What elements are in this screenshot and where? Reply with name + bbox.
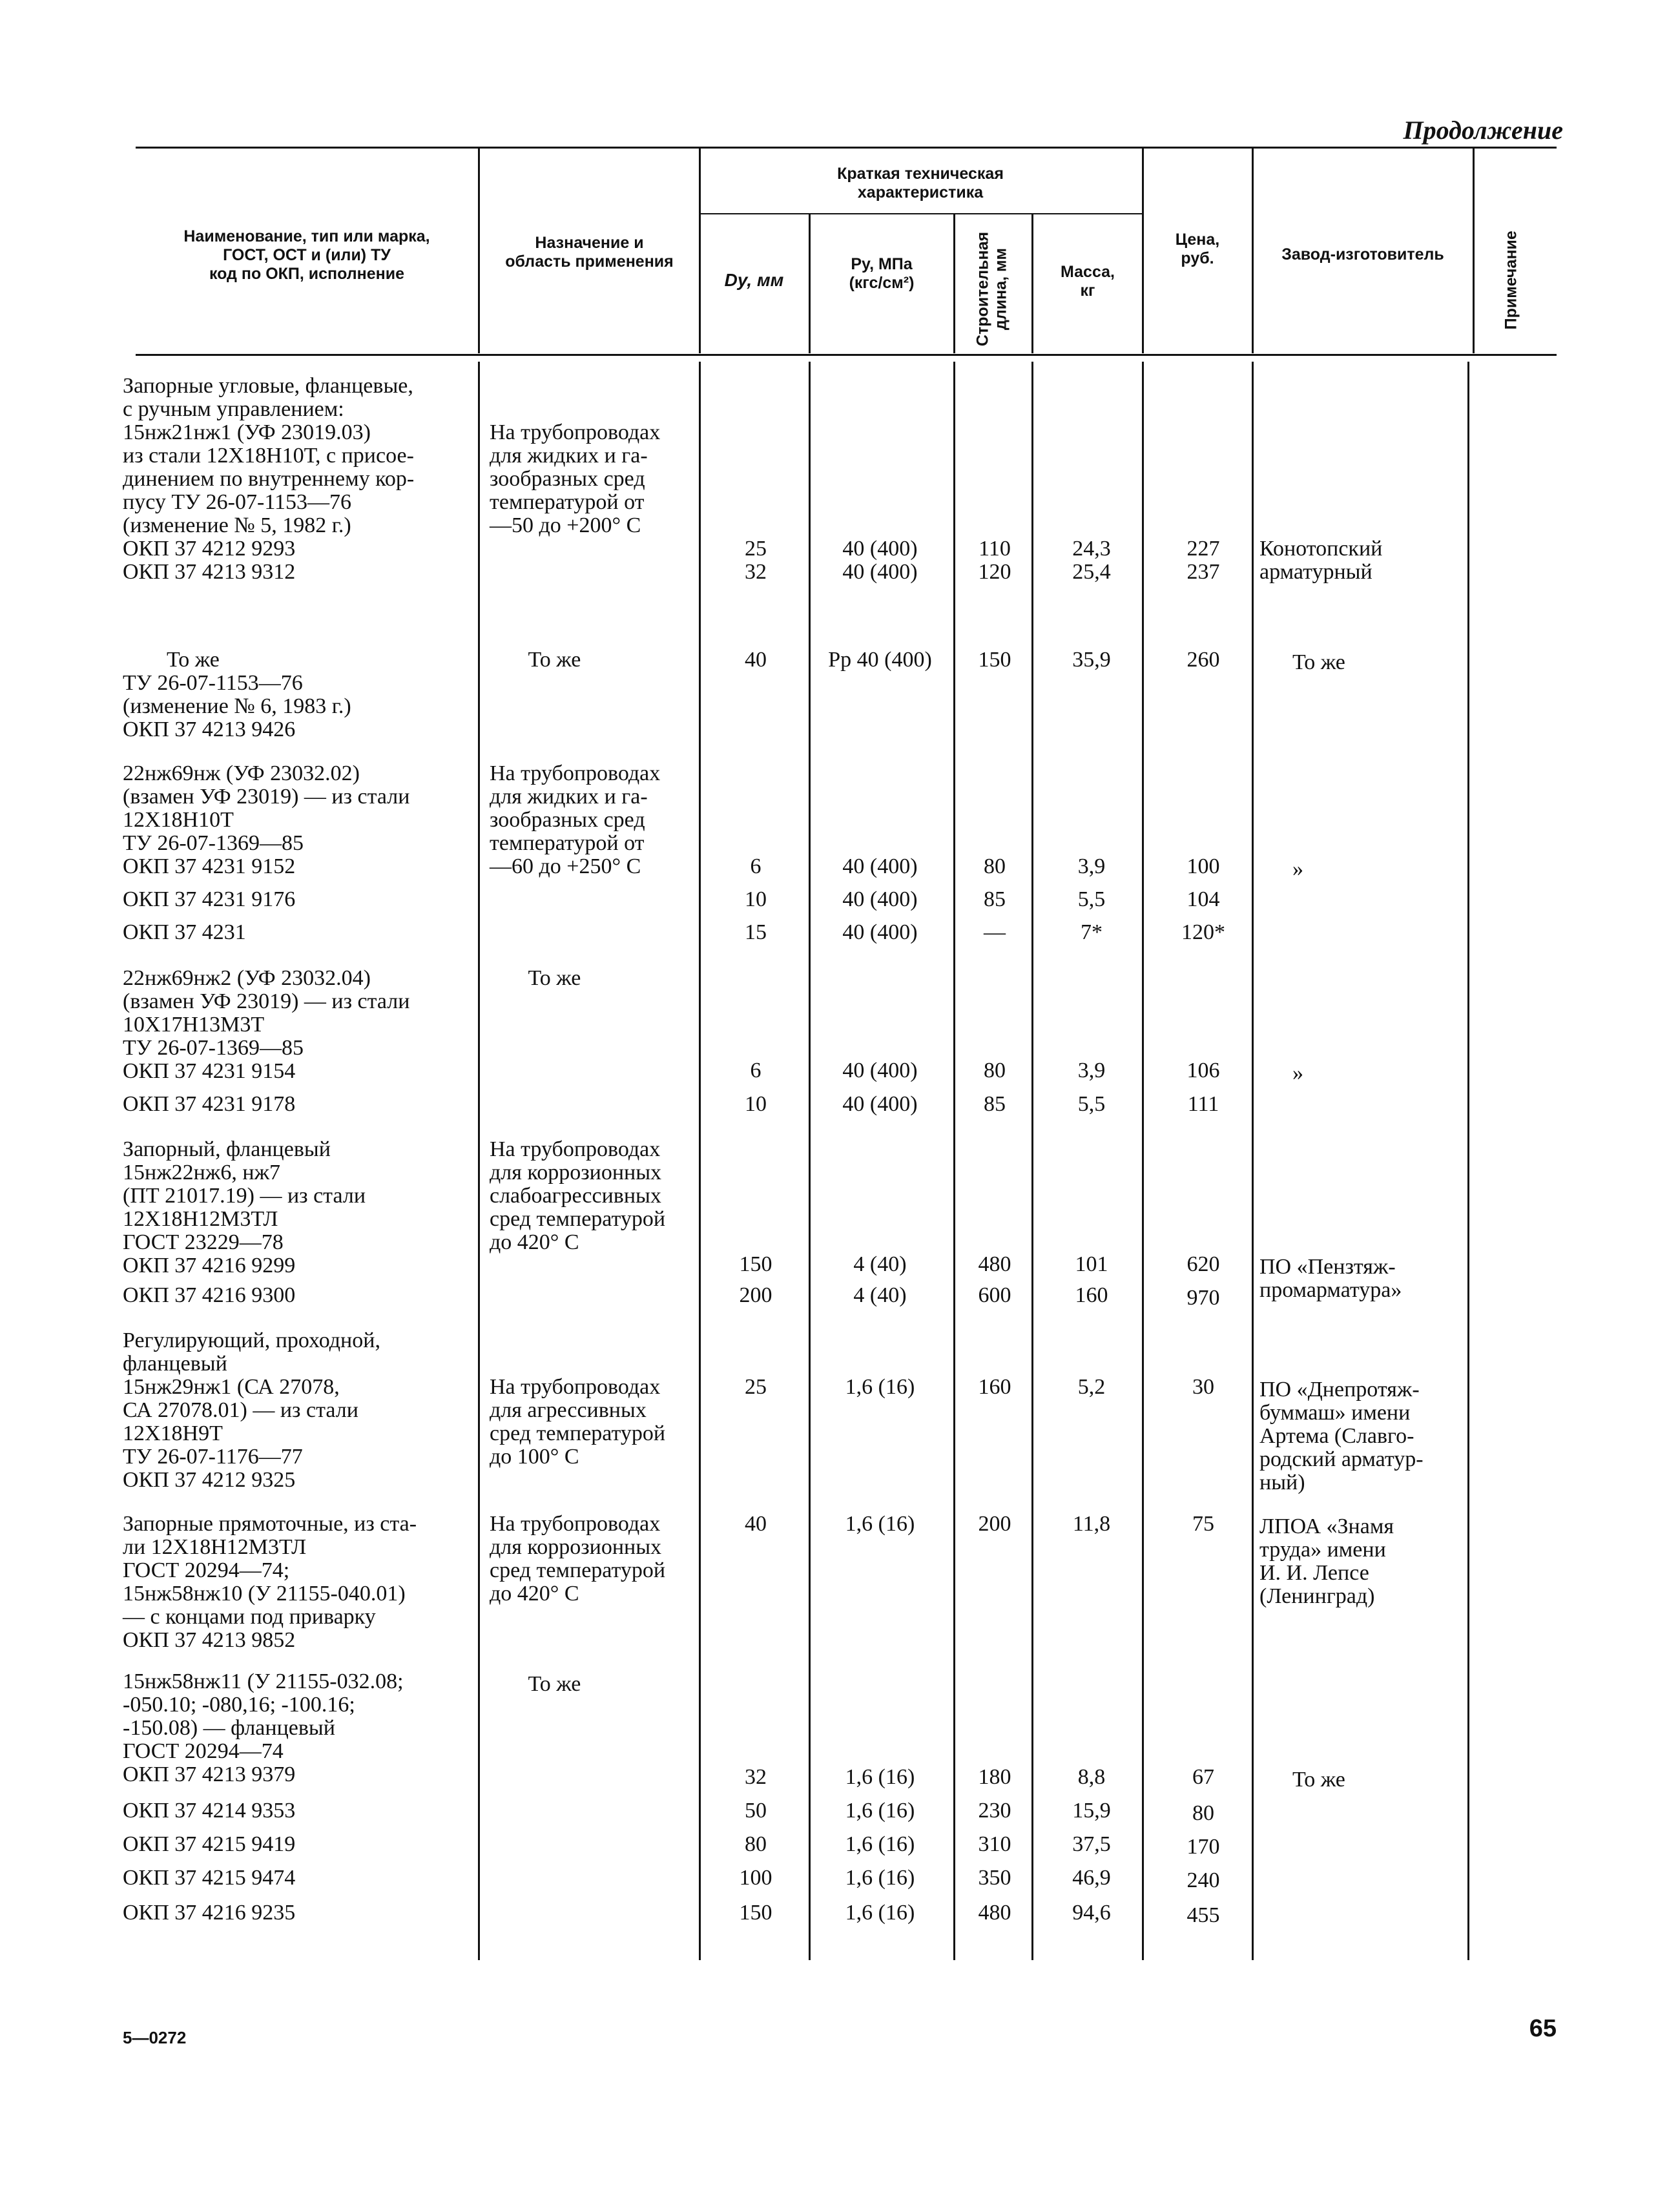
row-name: То же ТУ 26-07-1153—76 (изменение № 6, 1983 г.) ОКП 37 4213 9426 bbox=[123, 648, 351, 741]
row-pu: 40 (400) bbox=[842, 887, 918, 911]
row-du: 200 bbox=[739, 1283, 772, 1307]
row-mass: 7* bbox=[1081, 920, 1103, 944]
header-du: Dy, мм bbox=[724, 270, 784, 290]
row-length: 85 bbox=[984, 1092, 1006, 1116]
row-price: 100 bbox=[1186, 854, 1220, 878]
row-name: Регулирующий, проходной, фланцевый 15нж29нж1 (СА 27078, СА 27078.01) — из стали 12Х18Н9Т ТУ 26-07-1176—77 ОКП 37 4212 9325 bbox=[123, 1328, 380, 1492]
row-price: 620 bbox=[1186, 1252, 1220, 1276]
row-du: 6 bbox=[750, 854, 761, 878]
row-pu: 4 (40) bbox=[853, 1283, 907, 1307]
row-name: ОКП 37 4231 9176 bbox=[123, 887, 296, 911]
row-pu: 4 (40) bbox=[853, 1252, 907, 1276]
row-mass: 3,9 bbox=[1077, 1059, 1106, 1082]
row-purpose: На трубопроводах для коррозионных сред температурой до 420° С bbox=[490, 1512, 666, 1606]
column-divider bbox=[809, 362, 811, 1960]
row-du: 40 bbox=[745, 1512, 767, 1536]
continuation-label: Продолжение bbox=[1403, 116, 1563, 145]
row-mass: 11,8 bbox=[1072, 1512, 1111, 1536]
row-length: 200 bbox=[978, 1512, 1011, 1536]
row-price: 455 bbox=[1186, 1903, 1220, 1927]
row-plant: То же bbox=[1259, 1768, 1345, 1792]
column-divider bbox=[1031, 362, 1033, 1960]
row-name: 22нж69нж2 (УФ 23032.04) (взамен УФ 23019) — из стали 10Х17Н13М3Т ТУ 26-07-1369—85 ОКП 37 4231 9154 bbox=[123, 966, 410, 1083]
row-price: 104 bbox=[1186, 887, 1220, 911]
row-length: 480 bbox=[978, 1252, 1011, 1276]
header-divider bbox=[1473, 147, 1475, 353]
row-length: 600 bbox=[978, 1283, 1011, 1307]
row-du: 15 bbox=[745, 920, 767, 944]
row-pu: 1,6 (16) bbox=[845, 1512, 915, 1536]
row-pu: 1,6 (16) bbox=[845, 1799, 915, 1823]
row-plant: ПО «Днепротяж- буммаш» имени Артема (Славго- родский арматур- ный) bbox=[1259, 1378, 1424, 1494]
row-mass: 3,9 bbox=[1077, 854, 1106, 878]
row-mass: 24,3 25,4 bbox=[1072, 537, 1111, 584]
row-plant: » bbox=[1259, 1061, 1303, 1085]
row-pu: 40 (400) bbox=[842, 854, 918, 878]
row-purpose: То же bbox=[490, 648, 581, 672]
column-divider bbox=[478, 362, 480, 1960]
row-du: 6 bbox=[750, 1059, 761, 1082]
row-du: 80 bbox=[745, 1832, 767, 1856]
header-price: Цена, руб. bbox=[1175, 231, 1220, 267]
row-mass: 5,5 bbox=[1077, 887, 1106, 911]
print-code: 5—0272 bbox=[123, 2028, 187, 2047]
row-du: 10 bbox=[745, 1092, 767, 1116]
row-name: Запорные угловые, фланцевые, с ручным управлением: 15нж21нж1 (УФ 23019.03) из стали 12Х18Н10Т, с присое- динением по внутреннему кор- пусу ТУ 26-07-1153—76 (изменение № 5, 1982 г.) ОКП 37 4212 9293 ОКП 37 4213 9312 bbox=[123, 374, 415, 584]
row-name: ОКП 37 4216 9235 bbox=[123, 1901, 296, 1925]
column-divider bbox=[1252, 362, 1254, 1960]
row-mass: 5,5 bbox=[1077, 1092, 1106, 1116]
row-price: 106 bbox=[1186, 1059, 1220, 1082]
row-du: 40 bbox=[745, 648, 767, 672]
row-plant: То же bbox=[1259, 650, 1345, 674]
row-purpose: На трубопроводах для жидких и га- зообразных сред температурой от —60 до +250° С bbox=[490, 761, 661, 878]
row-mass: 101 bbox=[1075, 1252, 1108, 1276]
column-divider bbox=[1467, 362, 1469, 1960]
row-du: 150 bbox=[739, 1901, 772, 1925]
row-purpose: На трубопроводах для коррозионных слабоагрессивных сред температурой до 420° С bbox=[490, 1137, 666, 1254]
row-name: Запорный, фланцевый 15нж22нж6, нж7 (ПТ 21017.19) — из стали 12Х18Н12М3ТЛ ГОСТ 23229—78 ОКП 37 4216 9299 bbox=[123, 1137, 366, 1277]
row-mass: 5,2 bbox=[1077, 1375, 1106, 1399]
row-plant: ЛПОА «Знамя труда» имени И. И. Лепсе (Ленинград) bbox=[1259, 1514, 1394, 1608]
row-pu: 40 (400) bbox=[842, 920, 918, 944]
row-price: 260 bbox=[1186, 648, 1220, 672]
row-du: 25 bbox=[745, 1375, 767, 1399]
header-mass: Масса, кг bbox=[1061, 263, 1115, 300]
header-plant: Завод-изготовитель bbox=[1281, 245, 1444, 264]
header-subrule bbox=[699, 213, 1142, 214]
row-name: ОКП 37 4231 9178 bbox=[123, 1092, 296, 1116]
row-name: ОКП 37 4231 bbox=[123, 920, 246, 944]
header-name: Наименование, тип или марка, ГОСТ, ОСТ и (или) ТУ код по ОКП, исполнение bbox=[183, 227, 430, 283]
row-length: 85 bbox=[984, 887, 1006, 911]
row-price: 170 bbox=[1186, 1835, 1220, 1859]
row-name: 15нж58нж11 (У 21155-032.08; -050.10; -080,16; -100.16; -150.08) — фланцевый ГОСТ 20294—74 ОКП 37 4213 9379 bbox=[123, 1669, 404, 1786]
row-name: ОКП 37 4215 9419 bbox=[123, 1832, 296, 1856]
row-pu: 40 (400) bbox=[842, 1092, 918, 1116]
page-number: 65 bbox=[1529, 2015, 1557, 2042]
row-mass: 8,8 bbox=[1077, 1765, 1106, 1789]
row-length: 80 bbox=[984, 854, 1006, 878]
row-du: 10 bbox=[745, 887, 767, 911]
column-divider bbox=[1142, 362, 1144, 1960]
header-note: Примечание bbox=[1502, 231, 1520, 330]
row-length: 480 bbox=[978, 1901, 1011, 1925]
row-mass: 160 bbox=[1075, 1283, 1108, 1307]
row-length: — bbox=[984, 920, 1006, 944]
row-du: 100 bbox=[739, 1866, 772, 1890]
row-pu: 1,6 (16) bbox=[845, 1866, 915, 1890]
row-name: ОКП 37 4215 9474 bbox=[123, 1866, 296, 1890]
row-du: 32 bbox=[745, 1765, 767, 1789]
row-name: 22нж69нж (УФ 23032.02) (взамен УФ 23019) — из стали 12Х18Н10Т ТУ 26-07-1369—85 ОКП 37 4231 9152 bbox=[123, 761, 410, 878]
row-purpose: То же bbox=[490, 1672, 581, 1696]
row-pu: 40 (400) bbox=[842, 1059, 918, 1082]
row-plant: ПО «Пензтяж- промарматура» bbox=[1259, 1255, 1402, 1302]
header-divider bbox=[478, 147, 480, 353]
row-length: 230 bbox=[978, 1799, 1011, 1823]
row-purpose: То же bbox=[490, 966, 581, 990]
row-mass: 35,9 bbox=[1072, 648, 1111, 672]
row-price: 120* bbox=[1181, 920, 1225, 944]
row-price: 67 bbox=[1192, 1765, 1214, 1789]
row-price: 240 bbox=[1186, 1868, 1220, 1892]
row-length: 150 bbox=[978, 648, 1011, 672]
row-du: 50 bbox=[745, 1799, 767, 1823]
row-mass: 94,6 bbox=[1072, 1901, 1111, 1925]
row-mass: 46,9 bbox=[1072, 1866, 1111, 1890]
row-pu: 1,6 (16) bbox=[845, 1832, 915, 1856]
header-bottom-rule bbox=[136, 354, 1557, 356]
table-top-rule bbox=[136, 147, 1557, 149]
row-price: 227 237 bbox=[1186, 537, 1220, 584]
row-length: 160 bbox=[978, 1375, 1011, 1399]
row-plant: » bbox=[1259, 857, 1303, 881]
row-length: 350 bbox=[978, 1866, 1011, 1890]
row-pu: Pр 40 (400) bbox=[828, 648, 932, 672]
row-purpose: На трубопроводах для агрессивных сред температурой до 100° С bbox=[490, 1375, 666, 1469]
header-purpose: Назначение и область применения bbox=[505, 234, 674, 271]
row-name: ОКП 37 4214 9353 bbox=[123, 1799, 296, 1823]
row-plant: Конотопский арматурный bbox=[1259, 537, 1383, 584]
row-length: 310 bbox=[978, 1832, 1011, 1856]
row-purpose: На трубопроводах для жидких и га- зообразных сред температурой от —50 до +200° С bbox=[490, 420, 661, 537]
row-price: 75 bbox=[1192, 1512, 1214, 1536]
row-name: Запорные прямоточные, из ста- ли 12Х18Н12М3ТЛ ГОСТ 20294—74; 15нж58нж10 (У 21155-040.01) — с концами под приварку ОКП 37 4213 9852 bbox=[123, 1512, 417, 1652]
row-price: 80 bbox=[1192, 1801, 1214, 1825]
row-length: 110 120 bbox=[978, 537, 1011, 584]
header-pu: Py, МПа (кгс/см²) bbox=[849, 255, 915, 292]
row-length: 80 bbox=[984, 1059, 1006, 1082]
row-du: 150 bbox=[739, 1252, 772, 1276]
column-divider bbox=[953, 362, 955, 1960]
row-mass: 15,9 bbox=[1072, 1799, 1111, 1823]
row-pu: 1,6 (16) bbox=[845, 1765, 915, 1789]
row-length: 180 bbox=[978, 1765, 1011, 1789]
header-length: Строительная длина, мм bbox=[973, 231, 1010, 347]
row-pu: 1,6 (16) bbox=[845, 1901, 915, 1925]
row-mass: 37,5 bbox=[1072, 1832, 1111, 1856]
row-pu: 40 (400) 40 (400) bbox=[842, 537, 918, 584]
row-pu: 1,6 (16) bbox=[845, 1375, 915, 1399]
row-price: 111 bbox=[1187, 1092, 1219, 1116]
header-tech: Краткая техническая характеристика bbox=[837, 165, 1004, 202]
row-du: 25 32 bbox=[745, 537, 767, 584]
header-divider bbox=[953, 213, 955, 353]
row-price: 970 bbox=[1186, 1286, 1220, 1310]
row-name: ОКП 37 4216 9300 bbox=[123, 1283, 296, 1307]
row-price: 30 bbox=[1192, 1375, 1214, 1399]
